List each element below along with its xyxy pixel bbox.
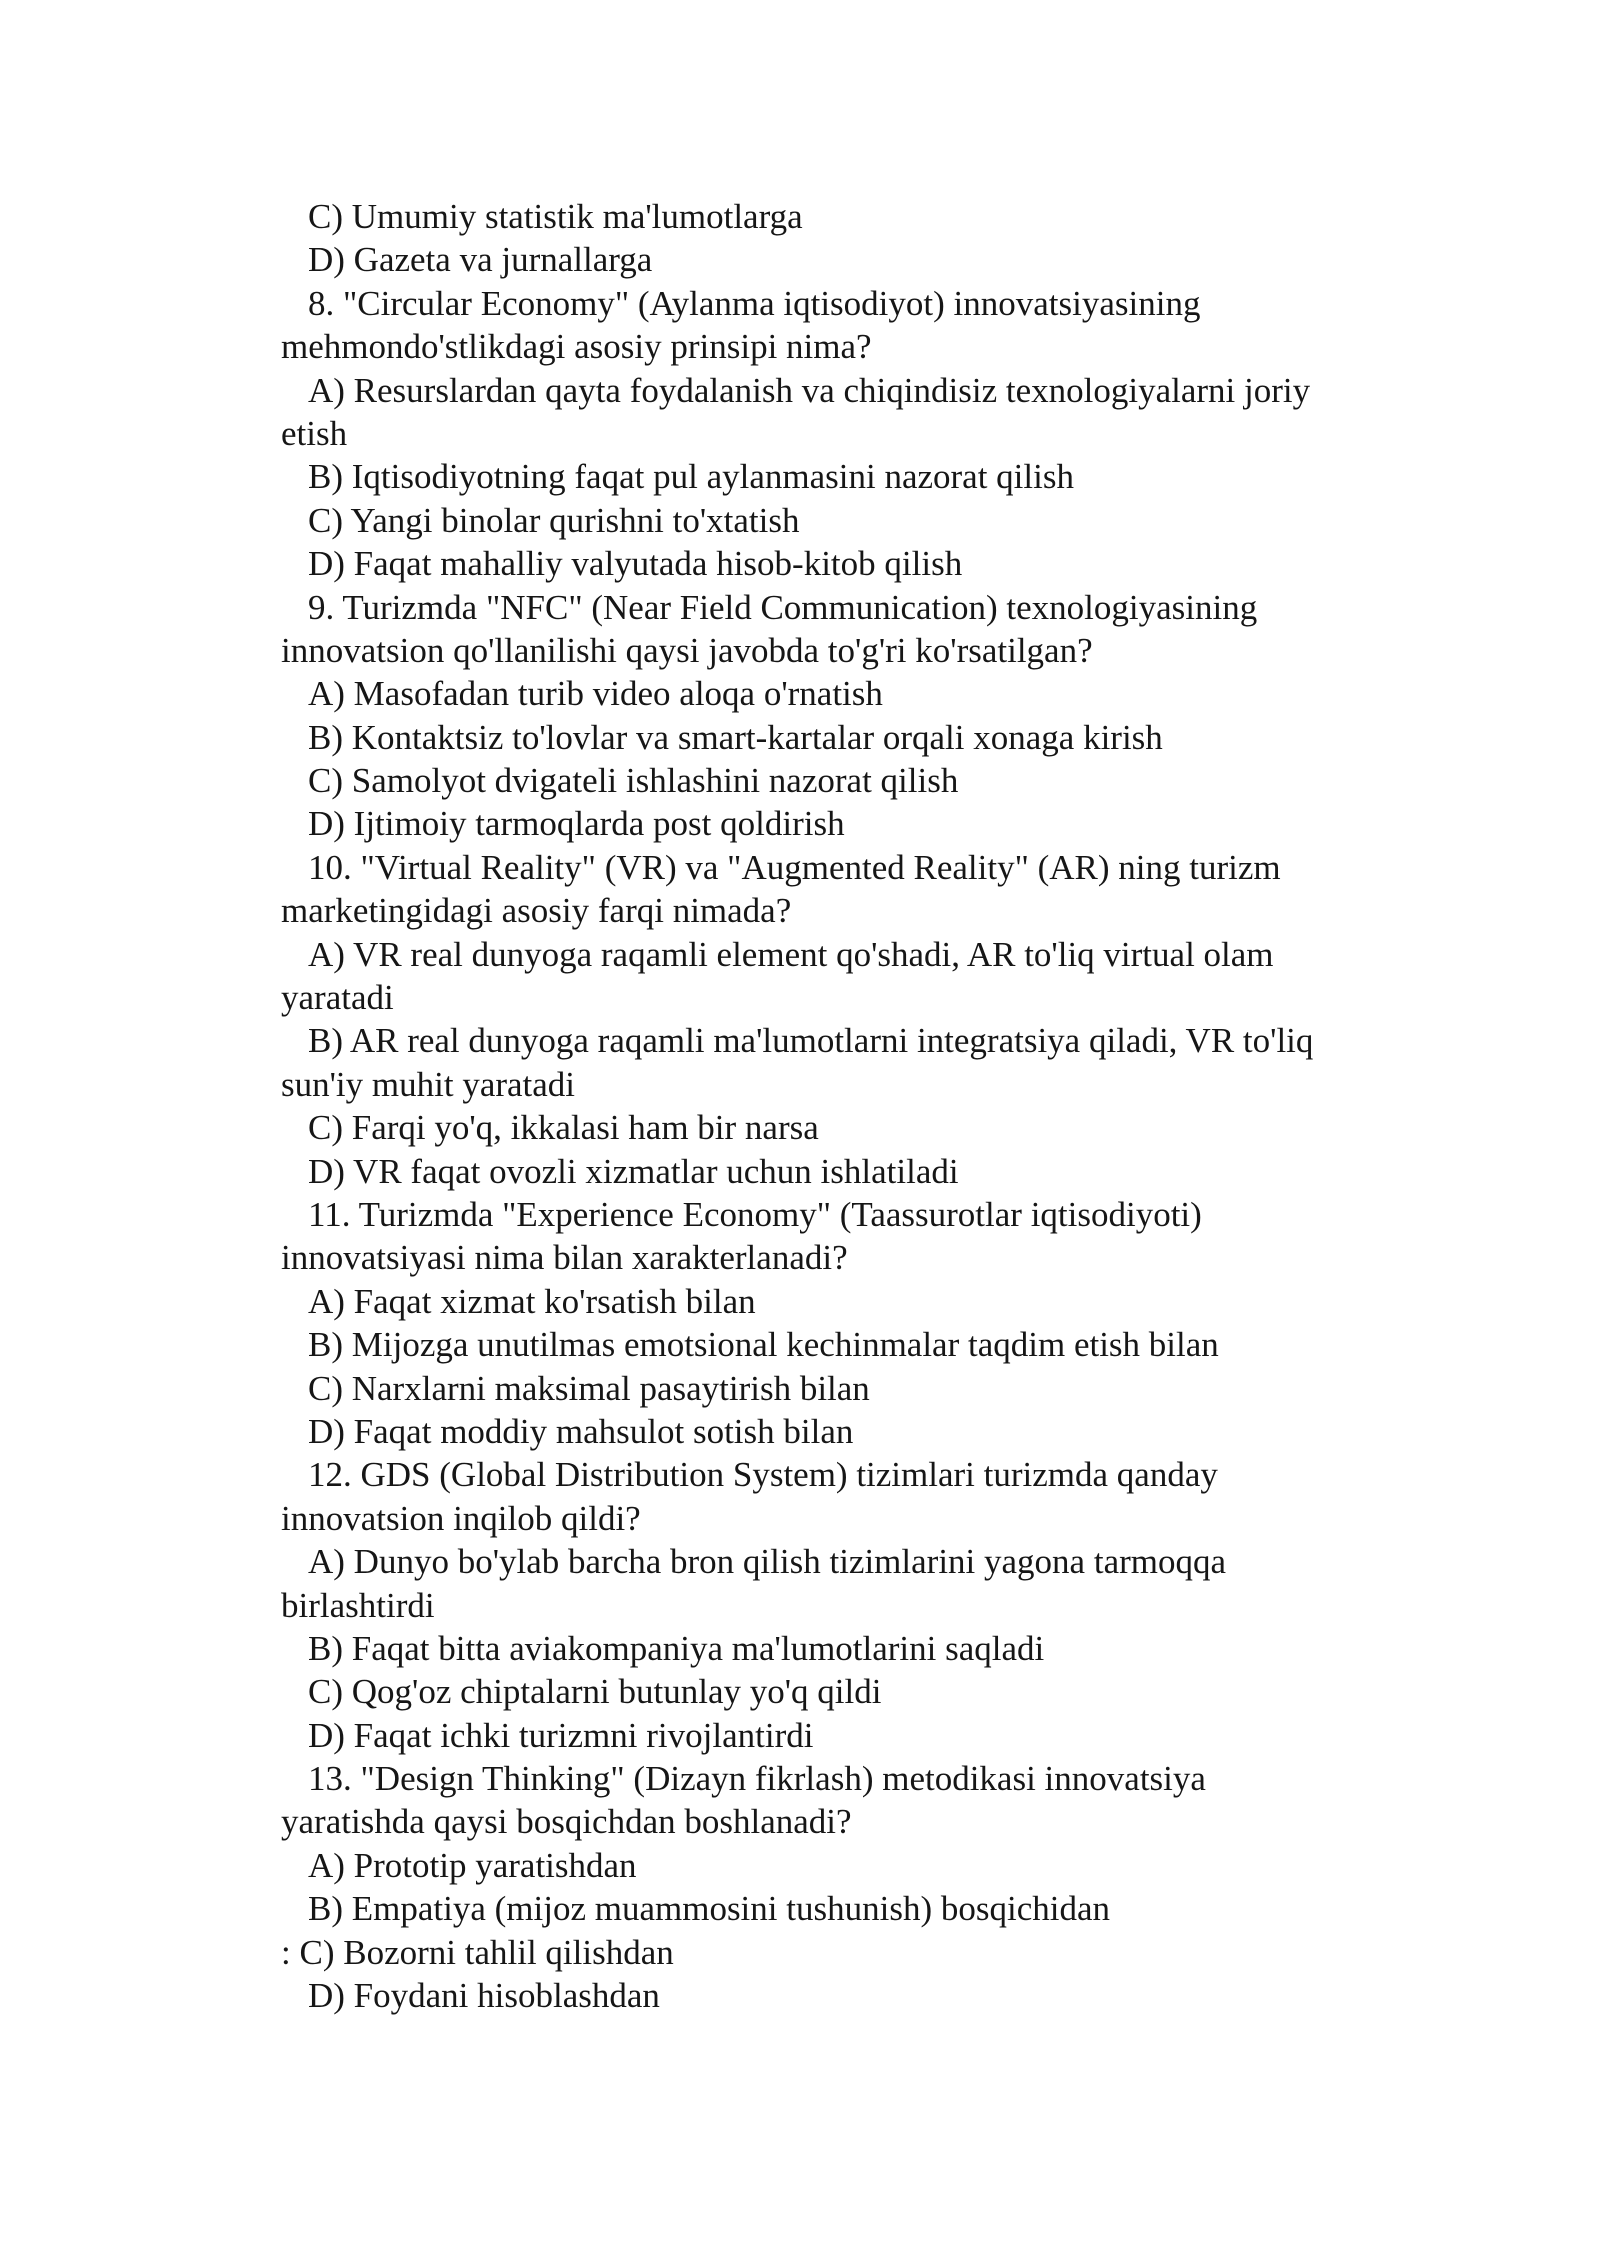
question-9 <box>281 586 1481 846</box>
option-b: B) Mijozga unutilmas emotsional kechinmalar taqdim etish bilan <box>308 1325 1219 1365</box>
option-b: B) Faqat bitta aviakompaniya ma'lumotlarini saqladi <box>308 1628 1045 1668</box>
option-c: C) Qog'oz chiptalarni butunlay yo'q qildi <box>308 1672 882 1712</box>
option-line: birlashtirdi <box>281 1585 435 1625</box>
question-text <box>281 1453 1481 1540</box>
question-10 <box>281 846 1481 1193</box>
option-line: A) VR real dunyoga raqamli element qo'shadi, AR to'liq virtual olam <box>308 934 1274 974</box>
question-13 <box>281 1757 1481 2017</box>
option-d: D) Ijtimoiy tarmoqlarda post qoldirish <box>308 804 845 844</box>
option-d: D) Faqat mahalliy valyutada hisob-kitob qilish <box>308 544 963 584</box>
question-8 <box>281 282 1481 586</box>
question-text <box>281 282 1481 369</box>
option-b <box>281 1019 1481 1106</box>
question-11 <box>281 1193 1481 1453</box>
question-line: 9. Turizmda "NFC" (Near Field Communication) texnologiyasining <box>308 587 1258 627</box>
option-b: B) Empatiya (mijoz muammosini tushunish) bosqichidan <box>308 1889 1110 1929</box>
question-text <box>281 586 1481 673</box>
option-a <box>281 933 1481 1020</box>
option-c: C) Narxlarni maksimal pasaytirish bilan <box>308 1368 870 1408</box>
option-d: D) Foydani hisoblashdan <box>308 1976 660 2016</box>
option-c: : C) Bozorni tahlil qilishdan <box>281 1932 674 1972</box>
option-b: B) Kontaktsiz to'lovlar va smart-kartalar orqali xonaga kirish <box>308 717 1163 757</box>
question-line: innovatsion inqilob qildi? <box>281 1498 641 1538</box>
option-c: C) Farqi yo'q, ikkalasi ham bir narsa <box>308 1108 819 1148</box>
question-line: innovatsiyasi nima bilan xarakterlanadi? <box>281 1238 848 1278</box>
option-line: A) Dunyo bo'ylab barcha bron qilish tizimlarini yagona tarmoqqa <box>308 1542 1227 1582</box>
document-page <box>281 195 1481 2017</box>
question-line: mehmondo'stlikdagi asosiy prinsipi nima? <box>281 327 872 367</box>
option-c: C) Yangi binolar qurishni to'xtatish <box>308 500 800 540</box>
option-line: B) AR real dunyoga raqamli ma'lumotlarni integratsiya qiladi, VR to'liq <box>308 1021 1314 1061</box>
question-line: 8. "Circular Economy" (Aylanma iqtisodiyot) innovatsiyasining <box>308 283 1201 323</box>
option-a: A) Masofadan turib video aloqa o'rnatish <box>308 674 883 714</box>
option-d: D) Faqat ichki turizmni rivojlantirdi <box>308 1715 814 1755</box>
option-line: sun'iy muhit yaratadi <box>281 1064 576 1104</box>
question-line: marketingidagi asosiy farqi nimada? <box>281 891 792 931</box>
question-text <box>281 1193 1481 1280</box>
option-a <box>281 1540 1481 1627</box>
option-line: yaratadi <box>281 978 394 1018</box>
question-line: innovatsion qo'llanilishi qaysi javobda to'g'ri ko'rsatilgan? <box>281 630 1093 670</box>
option-line: etish <box>281 413 348 453</box>
option-d: D) Faqat moddiy mahsulot sotish bilan <box>308 1411 854 1451</box>
option-b: B) Iqtisodiyotning faqat pul aylanmasini nazorat qilish <box>308 457 1074 497</box>
question-line: 10. "Virtual Reality" (VR) va "Augmented Reality" (AR) ning turizm <box>308 847 1281 887</box>
question-line: yaratishda qaysi bosqichdan boshlanadi? <box>281 1802 852 1842</box>
question-line: 13. "Design Thinking" (Dizayn fikrlash) metodikasi innovatsiya <box>308 1759 1206 1799</box>
option-a <box>281 369 1481 456</box>
question-12 <box>281 1453 1481 1757</box>
option-c: C) Samolyot dvigateli ishlashini nazorat qilish <box>308 761 959 801</box>
option-line: A) Resurslardan qayta foydalanish va chiqindisiz texnologiyalarni joriy <box>308 370 1311 410</box>
question-line: 11. Turizmda "Experience Economy" (Taassurotlar iqtisodiyoti) <box>308 1194 1202 1234</box>
question-text <box>281 1757 1481 1844</box>
option-d: D) VR faqat ovozli xizmatlar uchun ishlatiladi <box>308 1151 959 1191</box>
question-line: 12. GDS (Global Distribution System) tizimlari turizmda qanday <box>308 1455 1218 1495</box>
continued-options <box>281 195 1481 282</box>
option-a: A) Faqat xizmat ko'rsatish bilan <box>308 1281 756 1321</box>
option-c: C) Umumiy statistik ma'lumotlarga <box>308 197 803 236</box>
option-d: D) Gazeta va jurnallarga <box>308 240 653 280</box>
option-a: A) Prototip yaratishdan <box>308 1845 637 1885</box>
question-text <box>281 846 1481 933</box>
